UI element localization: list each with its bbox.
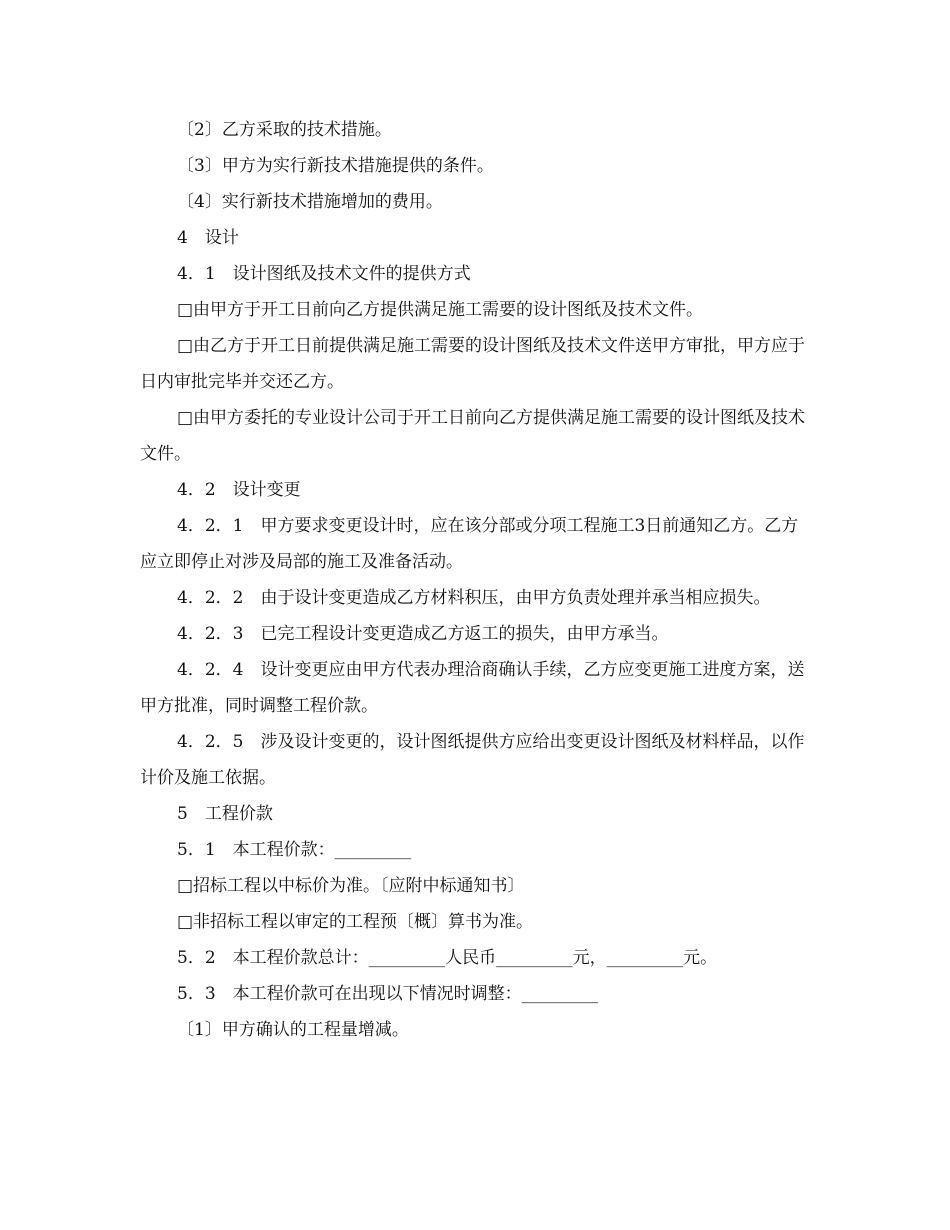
clause-paragraph: 4．2．2 由于设计变更造成乙方材料积压，由甲方负责处理并承当相应损失。	[177, 588, 771, 608]
option-paragraph: □由甲方于开工日前向乙方提供满足施工需要的设计图纸及技术文件。	[177, 300, 704, 320]
clause-paragraph: 4．2．3 已完工程设计变更造成乙方返工的损失，由甲方承当。	[177, 624, 669, 644]
subsection-heading: 4．1 设计图纸及技术文件的提供方式	[177, 264, 471, 284]
section-heading: 4 设计	[177, 228, 239, 248]
clause-paragraph: 5．3 本工程价款可在出现以下情况时调整：_________	[177, 984, 599, 1004]
subsection-heading: 4．2 设计变更	[177, 480, 301, 500]
document-body	[140, 112, 810, 1048]
option-paragraph: □由甲方委托的专业设计公司于开工日前向乙方提供满足施工需要的设计图纸及技术文件。	[140, 408, 806, 464]
paragraph: 〔2〕乙方采取的技术措施。	[177, 120, 392, 140]
clause-paragraph: 4．2．5 涉及设计变更的，设计图纸提供方应给出变更设计图纸及材料样品，以作计价及施工依据。	[140, 732, 805, 788]
option-paragraph: □招标工程以中标价为准。〔应附中标通知书〕	[177, 876, 525, 896]
paragraph: 〔3〕甲方为实行新技术措施提供的条件。	[177, 156, 494, 176]
clause-paragraph: 4．2．1 甲方要求变更设计时，应在该分部或分项工程施工3日前通知乙方。乙方应立即停止对涉及局部的施工及准备活动。	[140, 516, 799, 572]
section-heading: 5 工程价款	[177, 804, 273, 824]
paragraph: 〔4〕实行新技术措施增加的费用。	[177, 192, 443, 212]
option-paragraph: □由乙方于开工日前提供满足施工需要的设计图纸及技术文件送甲方审批，甲方应于日内审批完毕并交还乙方。	[140, 336, 806, 392]
clause-paragraph: 4．2．4 设计变更应由甲方代表办理洽商确认手续，乙方应变更施工进度方案，送甲方批准，同时调整工程价款。	[140, 660, 805, 716]
option-paragraph: □非招标工程以审定的工程预〔概〕算书为准。	[177, 912, 534, 932]
paragraph: 〔1〕甲方确认的工程量增减。	[177, 1020, 409, 1040]
clause-paragraph: 5．1 本工程价款：_________	[177, 840, 412, 860]
clause-paragraph: 5．2 本工程价款总计：_________人民币_________元，_________元。	[177, 948, 718, 968]
